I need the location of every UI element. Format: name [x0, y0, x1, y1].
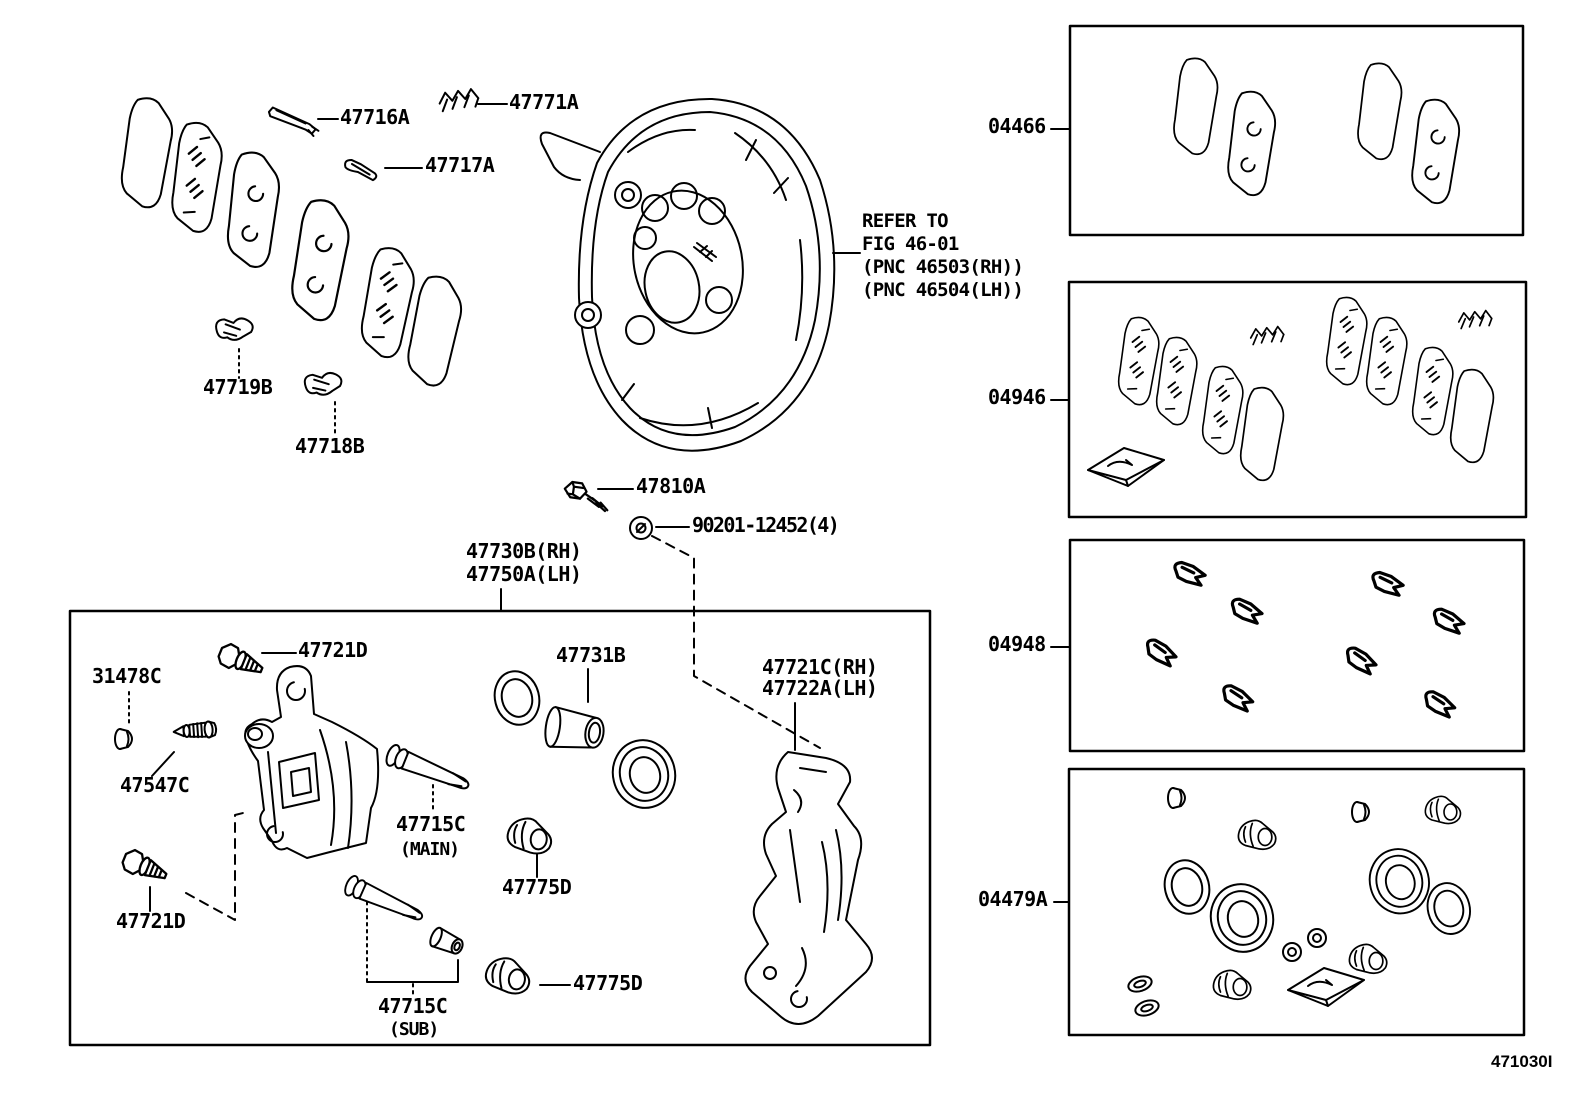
- cylinder-kit-contents-drawing: [1126, 788, 1475, 1018]
- label-cylinder-kit: 04479A: [978, 887, 1048, 911]
- label-bolt-upper: 47721D: [298, 638, 368, 662]
- label-pad-spring-lower: 47719B: [203, 375, 273, 399]
- pad-kit-contents-drawing: [1173, 58, 1460, 204]
- boot-upper-drawing: [506, 817, 553, 855]
- label-pad-kit: 04466: [988, 114, 1046, 138]
- washer-drawing: [630, 517, 652, 539]
- mounting-bracket-drawing: [745, 752, 872, 1024]
- slide-pin-sub-drawing: [343, 874, 466, 958]
- caliper-body-drawing: [245, 666, 378, 858]
- pad-support-clip-drawing: [438, 88, 479, 111]
- label-pad-spring-upper: 47718B: [295, 434, 365, 458]
- label-pad-support-clip: 47771A: [509, 90, 579, 114]
- label-shim-kit: 04946: [988, 385, 1046, 409]
- label-mount-bolt: 47810A: [636, 474, 706, 498]
- refer-note-line1: REFER TO: [862, 210, 948, 232]
- label-washer: 90201-12452(4): [692, 513, 839, 537]
- label-boot-upper: 47775D: [502, 875, 572, 899]
- slide-pin-main-drawing: [384, 743, 473, 796]
- diagram-code: 471030I: [1491, 1052, 1553, 1071]
- bolt-lower-drawing: [120, 847, 170, 885]
- backing-plate-drawing: [541, 99, 835, 451]
- refer-note-line4: (PNC 46504(LH)): [862, 279, 1024, 301]
- refer-note-line3: (PNC 46503(RH)): [862, 256, 1024, 278]
- piston-seal-ring-drawing: [489, 666, 545, 729]
- label-cap: 31478C: [92, 664, 162, 688]
- cap-drawing: [115, 729, 132, 749]
- label-boot-lower: 47775D: [573, 971, 643, 995]
- bleeder-plug-drawing: [173, 721, 217, 740]
- label-slide-pin-main: 47715C: [396, 812, 466, 836]
- pad-guide-pin-drawing: [266, 107, 321, 137]
- refer-note-line2: FIG 46-01: [862, 233, 959, 255]
- label-cylinder-lh: 47750A(LH): [466, 562, 582, 586]
- shim-kit-contents-drawing: [1088, 297, 1495, 486]
- brake-pads-exploded-drawing: [120, 97, 464, 388]
- refer-note: [862, 210, 1023, 302]
- pad-wear-clip-drawing: [343, 159, 378, 180]
- label-fitting-kit: 04948: [988, 632, 1046, 656]
- label-bleeder-plug: 47547C: [120, 773, 190, 797]
- label-slide-pin-main-note: (MAIN): [400, 839, 460, 860]
- label-mounting-lh: 47722A(LH): [762, 676, 878, 700]
- piston-drawing: [543, 706, 606, 754]
- label-cylinder-rh: 47730B(RH): [466, 539, 582, 563]
- fitting-kit-contents-drawing: [1146, 561, 1464, 717]
- label-slide-pin-sub-note: (SUB): [389, 1019, 439, 1040]
- cylinder-boot-drawing: [606, 734, 683, 815]
- boot-lower-drawing: [484, 956, 532, 996]
- pad-spring-lower-drawing: [216, 318, 254, 341]
- label-slide-pin-sub: 47715C: [378, 994, 448, 1018]
- label-mounting-rh: 47721C(RH): [762, 655, 878, 679]
- label-bolt-lower: 47721D: [116, 909, 186, 933]
- label-pad-guide-pin: 47716A: [340, 105, 410, 129]
- label-pad-wear-clip: 47717A: [425, 153, 495, 177]
- pad-spring-upper-drawing: [304, 372, 343, 397]
- bolt-upper-drawing: [216, 641, 266, 679]
- mount-bolt-drawing: [562, 481, 610, 511]
- label-piston: 47731B: [556, 643, 626, 667]
- fitting-kit-box: [1070, 540, 1524, 751]
